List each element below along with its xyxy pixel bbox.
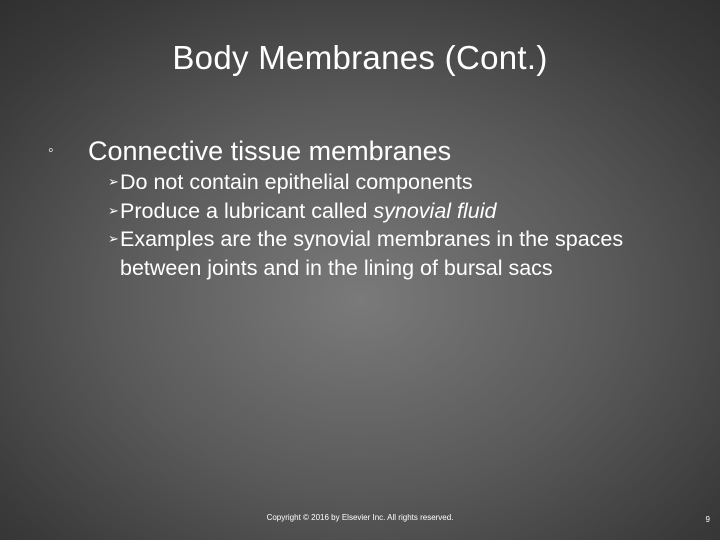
sub-point-text: Examples are the synovial membranes in the spaces between joints and in the lining of bursal sacs xyxy=(120,227,624,280)
main-bullet-point xyxy=(48,134,688,168)
sub-point-3 xyxy=(108,225,628,282)
sub-point-text: Do not contain epithelial components xyxy=(120,170,473,194)
sub-point-1 xyxy=(108,168,628,197)
sub-point-text-emphasis: synovial fluid xyxy=(373,198,497,223)
arrow-bullet-icon: ➢ xyxy=(108,202,119,218)
main-point-text: Connective tissue membranes xyxy=(88,136,452,166)
copyright-footer: Copyright © 2016 by Elsevier Inc. All rights reserved. xyxy=(266,513,454,522)
sub-point-2 xyxy=(108,197,628,226)
sub-point-text xyxy=(120,197,628,226)
sub-bullet-list xyxy=(108,168,628,282)
bullet-icon: ◦ xyxy=(48,142,54,159)
arrow-bullet-icon: ➢ xyxy=(108,231,119,246)
page-number: 9 xyxy=(705,515,710,524)
slide-title: Body Membranes (Cont.) xyxy=(172,39,548,76)
sub-point-text-plain: Produce a lubricant called xyxy=(120,198,374,223)
arrow-bullet-icon: ➢ xyxy=(108,174,119,189)
